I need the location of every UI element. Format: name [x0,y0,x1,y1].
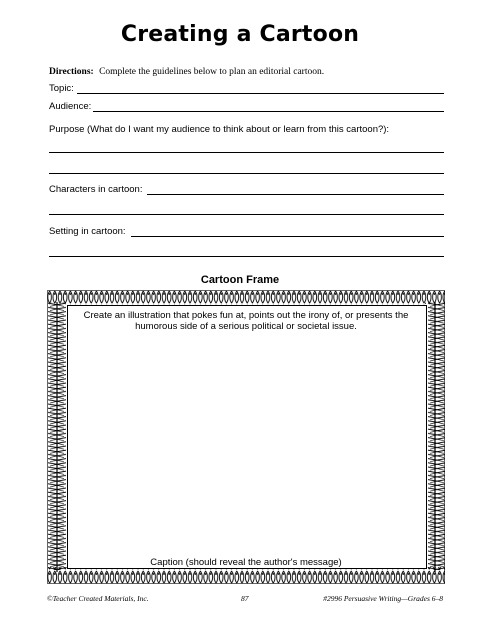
setting-label: Setting in cartoon: [49,226,126,237]
purpose-line-1[interactable] [49,152,444,153]
cartoon-frame-title: Cartoon Frame [200,274,280,286]
characters-line-1[interactable] [147,194,444,195]
setting-line-1[interactable] [131,236,444,237]
audience-line[interactable] [93,111,444,112]
footer-copyright: ©Teacher Created Materials, Inc. [47,594,149,603]
caption-prompt: Caption (should reveal the author's message) [150,557,342,568]
page-title: Creating a Cartoon [120,22,360,47]
footer-book-title: #2996 Persuasive Writing—Grades 6–8 [323,594,443,603]
characters-line-2[interactable] [49,214,444,215]
directions-text: Complete the guidelines below to plan an editorial cartoon. [99,67,325,77]
cartoon-instructions: Create an illustration that pokes fun at, points out the irony of, or presents the humorous side of a serious political or societal issue. [83,310,409,332]
directions-label: Directions: [49,67,94,77]
characters-label: Characters in cartoon: [49,184,143,195]
purpose-line-2[interactable] [49,173,444,174]
setting-line-2[interactable] [49,256,444,257]
topic-label: Topic: [49,83,74,94]
purpose-label: Purpose (What do I want my audience to think about or learn from this cartoon?): [49,124,390,135]
footer-page-number: 87 [241,594,249,603]
audience-label: Audience: [49,101,92,112]
topic-line[interactable] [77,93,444,94]
directions [49,67,324,77]
cartoon-drawing-area[interactable] [67,305,427,569]
